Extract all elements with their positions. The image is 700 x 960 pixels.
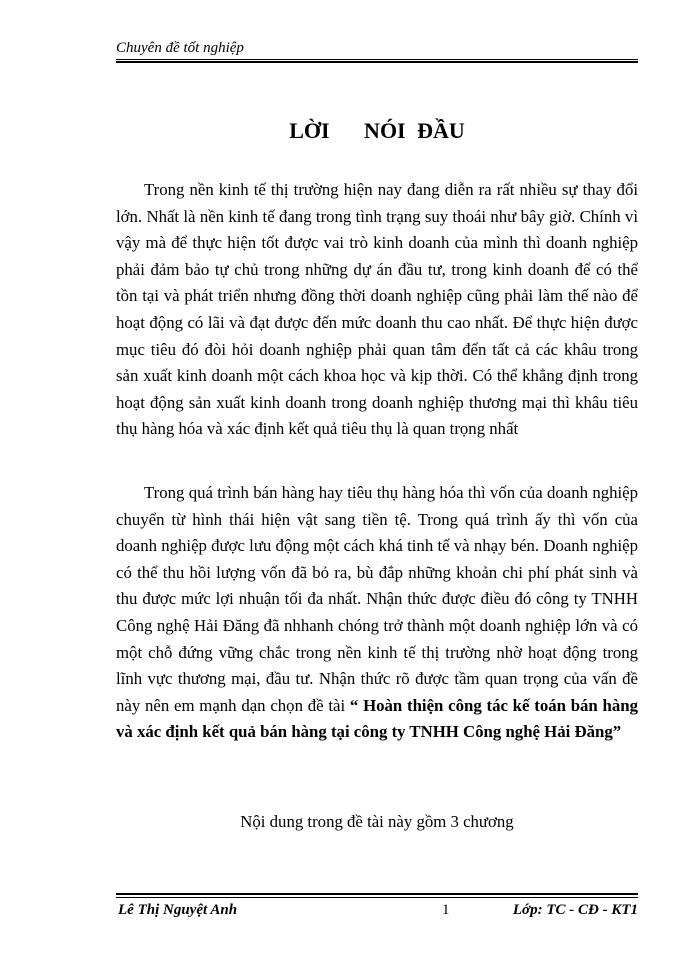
paragraph-topic: [116, 480, 638, 746]
footer-rule-thick: [116, 893, 638, 895]
footer-author: Lê Thị Nguyệt Anh: [118, 902, 238, 918]
header-rule-thick: [116, 61, 638, 63]
running-header: Chuyên đề tốt nghiệp: [116, 40, 244, 56]
footer-rule-thin: [116, 897, 638, 898]
page-title: LỜI NÓI ĐẦU: [289, 118, 465, 143]
paragraph-intro: Trong nền kinh tế thị trường hiện nay đang diễn ra rất nhiều sự thay đổi lớn. Nhất là nền kinh tế đang trong tình trạng suy thoái như bây giờ. Chính vì vậy mà để thực hiện tốt được vai trò kinh doanh của mình thì doanh nghiệp phải đảm bảo tự chủ trong những dự án đầu tư, trong kinh doanh để có thể tồn tại và phát triển nhưng đồng thời doanh nghiệp cũng phải làm thế nào để hoạt động có lãi và đạt được đến mức doanh thu cao nhất. Để thực hiện được mục tiêu đó đòi hỏi doanh nghiệp phải quan tâm đến tất cả các khâu trong sản xuất kinh doanh một cách khoa học và kịp thời. Có thể khẳng định trong hoạt động sản xuất kinh doanh trong doanh nghiệp thương mại thì khâu tiêu thụ hàng hóa và xác định kết quả tiêu thụ là quan trọng nhất: [116, 180, 638, 439]
paragraph-topic-text: Trong quá trình bán hàng hay tiêu thụ hàng hóa thì vốn của doanh nghiệp chuyển từ hình thái hiện vật sang tiền tệ. Trong quá trình ấy thì vốn của doanh nghiệp được lưu động một cách khá tinh tế và nhạy bén. Doanh nghiệp có thể thu hồi lượng vốn đã bỏ ra, bù đắp những khoản chi phí phát sinh và thu được mức lợi nhuận tối đa nhất. Nhận thức được điều đó công ty TNHH Công nghệ Hải Đăng đã nhhanh chóng trở thành một doanh nghiệp lớn và có một chỗ đứng vững chắc trong nền kinh tế thị trường nhờ hoạt động trong lĩnh vực thương mại, đầu tư. Nhận thức rõ được tầm quan trọng của vấn đề này nên em mạnh dạn chọn đề tài: [116, 483, 638, 715]
header-rule-thin: [116, 59, 638, 60]
content-summary-line: Nội dung trong đề tài này gồm 3 chương: [240, 812, 514, 831]
thesis-topic-title: “ Hoàn thiện công tác kế toán bán hàng và xác định kết quả bán hàng tại công ty TNHH Công nghệ Hải Đăng”: [116, 695, 638, 742]
page-number: 1: [442, 902, 450, 918]
footer-class: Lớp: TC - CĐ - KT1: [512, 902, 638, 918]
